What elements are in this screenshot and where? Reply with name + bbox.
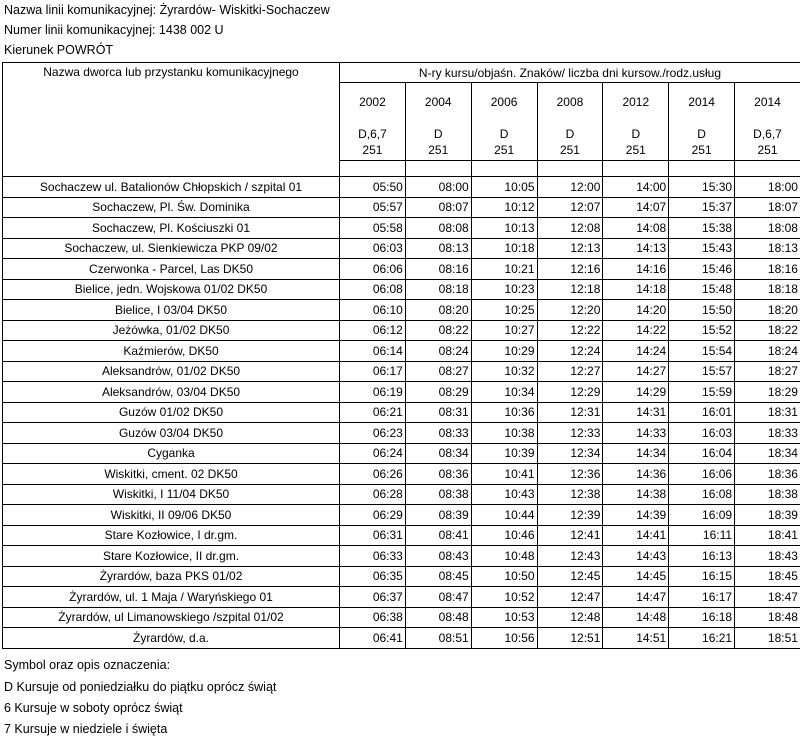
table-row [3, 525, 800, 546]
blank-cell [340, 161, 406, 177]
stop-name: Cyganka [3, 443, 340, 464]
course-number: 2002 [340, 83, 406, 122]
legend-title: Symbol oraz opis oznaczenia: [4, 658, 171, 672]
course-days: 251 [735, 141, 800, 161]
table-row [3, 361, 800, 382]
departure-time: 12:07 [537, 197, 603, 218]
table-row [3, 279, 800, 300]
departure-time: 16:04 [669, 443, 735, 464]
table-row [3, 566, 800, 587]
departure-time: 14:29 [603, 382, 669, 403]
departure-time: 18:43 [735, 546, 800, 567]
departure-time: 16:01 [669, 402, 735, 423]
departure-time: 16:11 [669, 525, 735, 546]
departure-time: 12:47 [537, 587, 603, 608]
departure-time: 10:25 [471, 300, 537, 321]
stop-name: Guzów 03/04 DK50 [3, 423, 340, 444]
departure-time: 18:48 [735, 607, 800, 628]
stop-name: Bielice, jedn. Wojskowa 01/02 DK50 [3, 279, 340, 300]
departure-time: 12:22 [537, 320, 603, 341]
departure-time: 12:24 [537, 341, 603, 362]
departure-time: 14:36 [603, 464, 669, 485]
departure-time: 14:20 [603, 300, 669, 321]
table-row [3, 300, 800, 321]
departure-time: 14:08 [603, 218, 669, 239]
departure-time: 10:44 [471, 505, 537, 526]
departure-time: 08:24 [405, 341, 471, 362]
table-row [3, 607, 800, 628]
departure-time: 12:31 [537, 402, 603, 423]
departure-time: 10:46 [471, 525, 537, 546]
departure-time: 12:27 [537, 361, 603, 382]
departure-time: 12:33 [537, 423, 603, 444]
departure-time: 08:47 [405, 587, 471, 608]
departure-time: 08:41 [405, 525, 471, 546]
departure-time: 06:14 [340, 341, 406, 362]
departure-time: 08:00 [405, 177, 471, 198]
departure-time: 18:13 [735, 238, 800, 259]
table-row [3, 320, 800, 341]
departure-time: 14:33 [603, 423, 669, 444]
departure-time: 15:57 [669, 361, 735, 382]
table-row [3, 484, 800, 505]
departure-time: 18:00 [735, 177, 800, 198]
course-symbol: D [471, 122, 537, 141]
departure-time: 18:38 [735, 484, 800, 505]
stop-name: Żyrardów, ul. 1 Maja / Waryńskiego 01 [3, 587, 340, 608]
departure-time: 14:41 [603, 525, 669, 546]
departure-time: 14:48 [603, 607, 669, 628]
stop-name: Kaźmierów, DK50 [3, 341, 340, 362]
course-number: 2006 [471, 83, 537, 122]
departure-time: 14:13 [603, 238, 669, 259]
departure-time: 06:31 [340, 525, 406, 546]
departure-time: 10:50 [471, 566, 537, 587]
departure-time: 15:52 [669, 320, 735, 341]
departure-time: 18:45 [735, 566, 800, 587]
course-symbol: D [405, 122, 471, 141]
stop-name: Wiskitki, I 11/04 DK50 [3, 484, 340, 505]
blank-cell [405, 161, 471, 177]
course-days: 251 [471, 141, 537, 161]
departure-time: 10:43 [471, 484, 537, 505]
departure-time: 06:29 [340, 505, 406, 526]
departure-time: 12:34 [537, 443, 603, 464]
departure-time: 10:23 [471, 279, 537, 300]
departure-time: 06:37 [340, 587, 406, 608]
departure-time: 10:36 [471, 402, 537, 423]
departure-time: 06:26 [340, 464, 406, 485]
departure-time: 08:27 [405, 361, 471, 382]
stop-name: Sochaczew, Pl. Kościuszki 01 [3, 218, 340, 239]
departure-time: 06:17 [340, 361, 406, 382]
departure-time: 10:21 [471, 259, 537, 280]
departure-time: 10:18 [471, 238, 537, 259]
departure-time: 18:41 [735, 525, 800, 546]
departure-time: 10:32 [471, 361, 537, 382]
departure-time: 12:20 [537, 300, 603, 321]
stop-name: Sochaczew, ul. Sienkiewicza PKP 09/02 [3, 238, 340, 259]
stop-name: Aleksandrów, 03/04 DK50 [3, 382, 340, 403]
departure-time: 18:27 [735, 361, 800, 382]
departure-time: 15:48 [669, 279, 735, 300]
stop-column-header: Nazwa dworca lub przystanku komunikacyjnego [3, 63, 340, 177]
stop-name: Żyrardów, d.a. [3, 628, 340, 649]
timetable [2, 62, 800, 649]
departure-time: 16:18 [669, 607, 735, 628]
departure-time: 10:29 [471, 341, 537, 362]
blank-cell [471, 161, 537, 177]
departure-time: 06:33 [340, 546, 406, 567]
departure-time: 08:31 [405, 402, 471, 423]
stop-name: Jeżówka, 01/02 DK50 [3, 320, 340, 341]
departure-time: 16:09 [669, 505, 735, 526]
departure-time: 08:33 [405, 423, 471, 444]
departure-time: 10:05 [471, 177, 537, 198]
departure-time: 12:36 [537, 464, 603, 485]
departure-time: 18:20 [735, 300, 800, 321]
legend-item: D Kursuje od poniedziałku do piątku oprócz świąt [4, 680, 277, 694]
course-number: 2008 [537, 83, 603, 122]
course-days: 251 [669, 141, 735, 161]
departure-time: 18:39 [735, 505, 800, 526]
departure-time: 14:31 [603, 402, 669, 423]
departure-time: 06:21 [340, 402, 406, 423]
course-days: 251 [537, 141, 603, 161]
departure-time: 18:22 [735, 320, 800, 341]
course-number: 2012 [603, 83, 669, 122]
course-number: 2014 [735, 83, 800, 122]
stop-name: Sochaczew ul. Batalionów Chłopskich / szpital 01 [3, 177, 340, 198]
departure-time: 05:50 [340, 177, 406, 198]
departure-time: 12:29 [537, 382, 603, 403]
blank-cell [603, 161, 669, 177]
departure-time: 12:00 [537, 177, 603, 198]
departure-time: 18:24 [735, 341, 800, 362]
departure-time: 06:19 [340, 382, 406, 403]
table-row [3, 423, 800, 444]
departure-time: 15:50 [669, 300, 735, 321]
stop-name: Guzów 01/02 DK50 [3, 402, 340, 423]
departure-time: 08:20 [405, 300, 471, 321]
stop-name: Aleksandrów, 01/02 DK50 [3, 361, 340, 382]
table-row [3, 218, 800, 239]
course-symbol: D [603, 122, 669, 141]
departure-time: 08:16 [405, 259, 471, 280]
departure-time: 16:17 [669, 587, 735, 608]
course-symbol: D [537, 122, 603, 141]
departure-time: 12:45 [537, 566, 603, 587]
departure-time: 16:06 [669, 464, 735, 485]
course-symbol: D,6,7 [735, 122, 800, 141]
departure-time: 14:38 [603, 484, 669, 505]
course-days: 251 [405, 141, 471, 161]
departure-time: 12:38 [537, 484, 603, 505]
departure-time: 10:41 [471, 464, 537, 485]
departure-time: 08:39 [405, 505, 471, 526]
blank-cell [735, 161, 800, 177]
departure-time: 06:24 [340, 443, 406, 464]
departure-time: 10:38 [471, 423, 537, 444]
departure-time: 18:16 [735, 259, 800, 280]
departure-time: 08:18 [405, 279, 471, 300]
table-row [3, 443, 800, 464]
departure-time: 12:18 [537, 279, 603, 300]
departure-time: 12:43 [537, 546, 603, 567]
course-days: 251 [340, 141, 406, 161]
stop-name: Sochaczew, Pl. Św. Dominika [3, 197, 340, 218]
direction: Kierunek POWRÓT [4, 43, 114, 57]
blank-cell [669, 161, 735, 177]
departure-time: 10:13 [471, 218, 537, 239]
departure-time: 14:34 [603, 443, 669, 464]
table-row [3, 341, 800, 362]
departure-time: 18:31 [735, 402, 800, 423]
departure-time: 14:45 [603, 566, 669, 587]
departure-time: 06:41 [340, 628, 406, 649]
blank-cell [537, 161, 603, 177]
course-number: 2004 [405, 83, 471, 122]
table-row [3, 238, 800, 259]
table-row [3, 197, 800, 218]
departure-time: 18:51 [735, 628, 800, 649]
departure-time: 14:16 [603, 259, 669, 280]
departure-time: 15:59 [669, 382, 735, 403]
departure-time: 18:08 [735, 218, 800, 239]
departure-time: 08:29 [405, 382, 471, 403]
departure-time: 16:13 [669, 546, 735, 567]
table-row [3, 259, 800, 280]
departure-time: 14:43 [603, 546, 669, 567]
departure-time: 12:51 [537, 628, 603, 649]
departure-time: 08:43 [405, 546, 471, 567]
course-column-header: N-ry kursu/objaśn. Znaków/ liczba dni kursow./rodz.usług [340, 63, 800, 83]
departure-time: 08:13 [405, 238, 471, 259]
table-row [3, 628, 800, 649]
departure-time: 10:56 [471, 628, 537, 649]
departure-time: 14:51 [603, 628, 669, 649]
departure-time: 18:34 [735, 443, 800, 464]
departure-time: 06:12 [340, 320, 406, 341]
departure-time: 18:18 [735, 279, 800, 300]
table-row [3, 464, 800, 485]
departure-time: 08:51 [405, 628, 471, 649]
departure-time: 16:03 [669, 423, 735, 444]
stop-name: Czerwonka - Parcel, Las DK50 [3, 259, 340, 280]
table-row [3, 402, 800, 423]
departure-time: 12:39 [537, 505, 603, 526]
departure-time: 12:48 [537, 607, 603, 628]
line-number: Numer linii komunikacyjnej: 1438 002 U [4, 23, 224, 37]
departure-time: 14:39 [603, 505, 669, 526]
stop-name: Wiskitki, cment. 02 DK50 [3, 464, 340, 485]
stop-name: Żyrardów, baza PKS 01/02 [3, 566, 340, 587]
header-row [3, 63, 800, 83]
departure-time: 10:34 [471, 382, 537, 403]
departure-time: 08:48 [405, 607, 471, 628]
departure-time: 10:48 [471, 546, 537, 567]
departure-time: 06:23 [340, 423, 406, 444]
departure-time: 14:27 [603, 361, 669, 382]
departure-time: 10:53 [471, 607, 537, 628]
departure-time: 18:47 [735, 587, 800, 608]
departure-time: 14:47 [603, 587, 669, 608]
departure-time: 10:27 [471, 320, 537, 341]
departure-time: 08:08 [405, 218, 471, 239]
departure-time: 06:06 [340, 259, 406, 280]
departure-time: 15:46 [669, 259, 735, 280]
table-row [3, 546, 800, 567]
departure-time: 08:45 [405, 566, 471, 587]
departure-time: 12:16 [537, 259, 603, 280]
course-number: 2014 [669, 83, 735, 122]
departure-time: 14:22 [603, 320, 669, 341]
departure-time: 14:00 [603, 177, 669, 198]
departure-time: 06:10 [340, 300, 406, 321]
departure-time: 08:22 [405, 320, 471, 341]
departure-time: 16:08 [669, 484, 735, 505]
departure-time: 18:36 [735, 464, 800, 485]
departure-time: 06:08 [340, 279, 406, 300]
course-symbol: D,6,7 [340, 122, 406, 141]
stop-name: Bielice, I 03/04 DK50 [3, 300, 340, 321]
departure-time: 15:54 [669, 341, 735, 362]
departure-time: 16:21 [669, 628, 735, 649]
departure-time: 14:07 [603, 197, 669, 218]
departure-time: 14:18 [603, 279, 669, 300]
departure-time: 15:37 [669, 197, 735, 218]
table-row [3, 587, 800, 608]
stop-name: Wiskitki, II 09/06 DK50 [3, 505, 340, 526]
departure-time: 05:57 [340, 197, 406, 218]
departure-time: 08:38 [405, 484, 471, 505]
departure-time: 18:33 [735, 423, 800, 444]
departure-time: 15:30 [669, 177, 735, 198]
departure-time: 16:15 [669, 566, 735, 587]
departure-time: 15:43 [669, 238, 735, 259]
departure-time: 05:58 [340, 218, 406, 239]
line-name: Nazwa linii komunikacyjnej: Żyrardów- Wiskitki-Sochaczew [4, 3, 330, 17]
departure-time: 08:07 [405, 197, 471, 218]
table-row [3, 382, 800, 403]
departure-time: 12:41 [537, 525, 603, 546]
departure-time: 18:29 [735, 382, 800, 403]
departure-time: 06:38 [340, 607, 406, 628]
course-days: 251 [603, 141, 669, 161]
departure-time: 10:52 [471, 587, 537, 608]
departure-time: 06:28 [340, 484, 406, 505]
stop-name: Żyrardów, ul Limanowskiego /szpital 01/02 [3, 607, 340, 628]
departure-time: 06:03 [340, 238, 406, 259]
departure-time: 12:08 [537, 218, 603, 239]
departure-time: 06:35 [340, 566, 406, 587]
departure-time: 10:39 [471, 443, 537, 464]
departure-time: 18:07 [735, 197, 800, 218]
departure-time: 15:38 [669, 218, 735, 239]
legend-item: 6 Kursuje w soboty oprócz świąt [4, 701, 183, 715]
stop-name: Stare Kozłowice, II dr.gm. [3, 546, 340, 567]
table-row [3, 177, 800, 198]
course-symbol: D [669, 122, 735, 141]
departure-time: 12:13 [537, 238, 603, 259]
legend-item: 7 Kursuje w niedziele i święta [4, 722, 168, 736]
departure-time: 14:24 [603, 341, 669, 362]
departure-time: 08:36 [405, 464, 471, 485]
stop-name: Stare Kozłowice, I dr.gm. [3, 525, 340, 546]
departure-time: 08:34 [405, 443, 471, 464]
table-row [3, 505, 800, 526]
departure-time: 10:12 [471, 197, 537, 218]
